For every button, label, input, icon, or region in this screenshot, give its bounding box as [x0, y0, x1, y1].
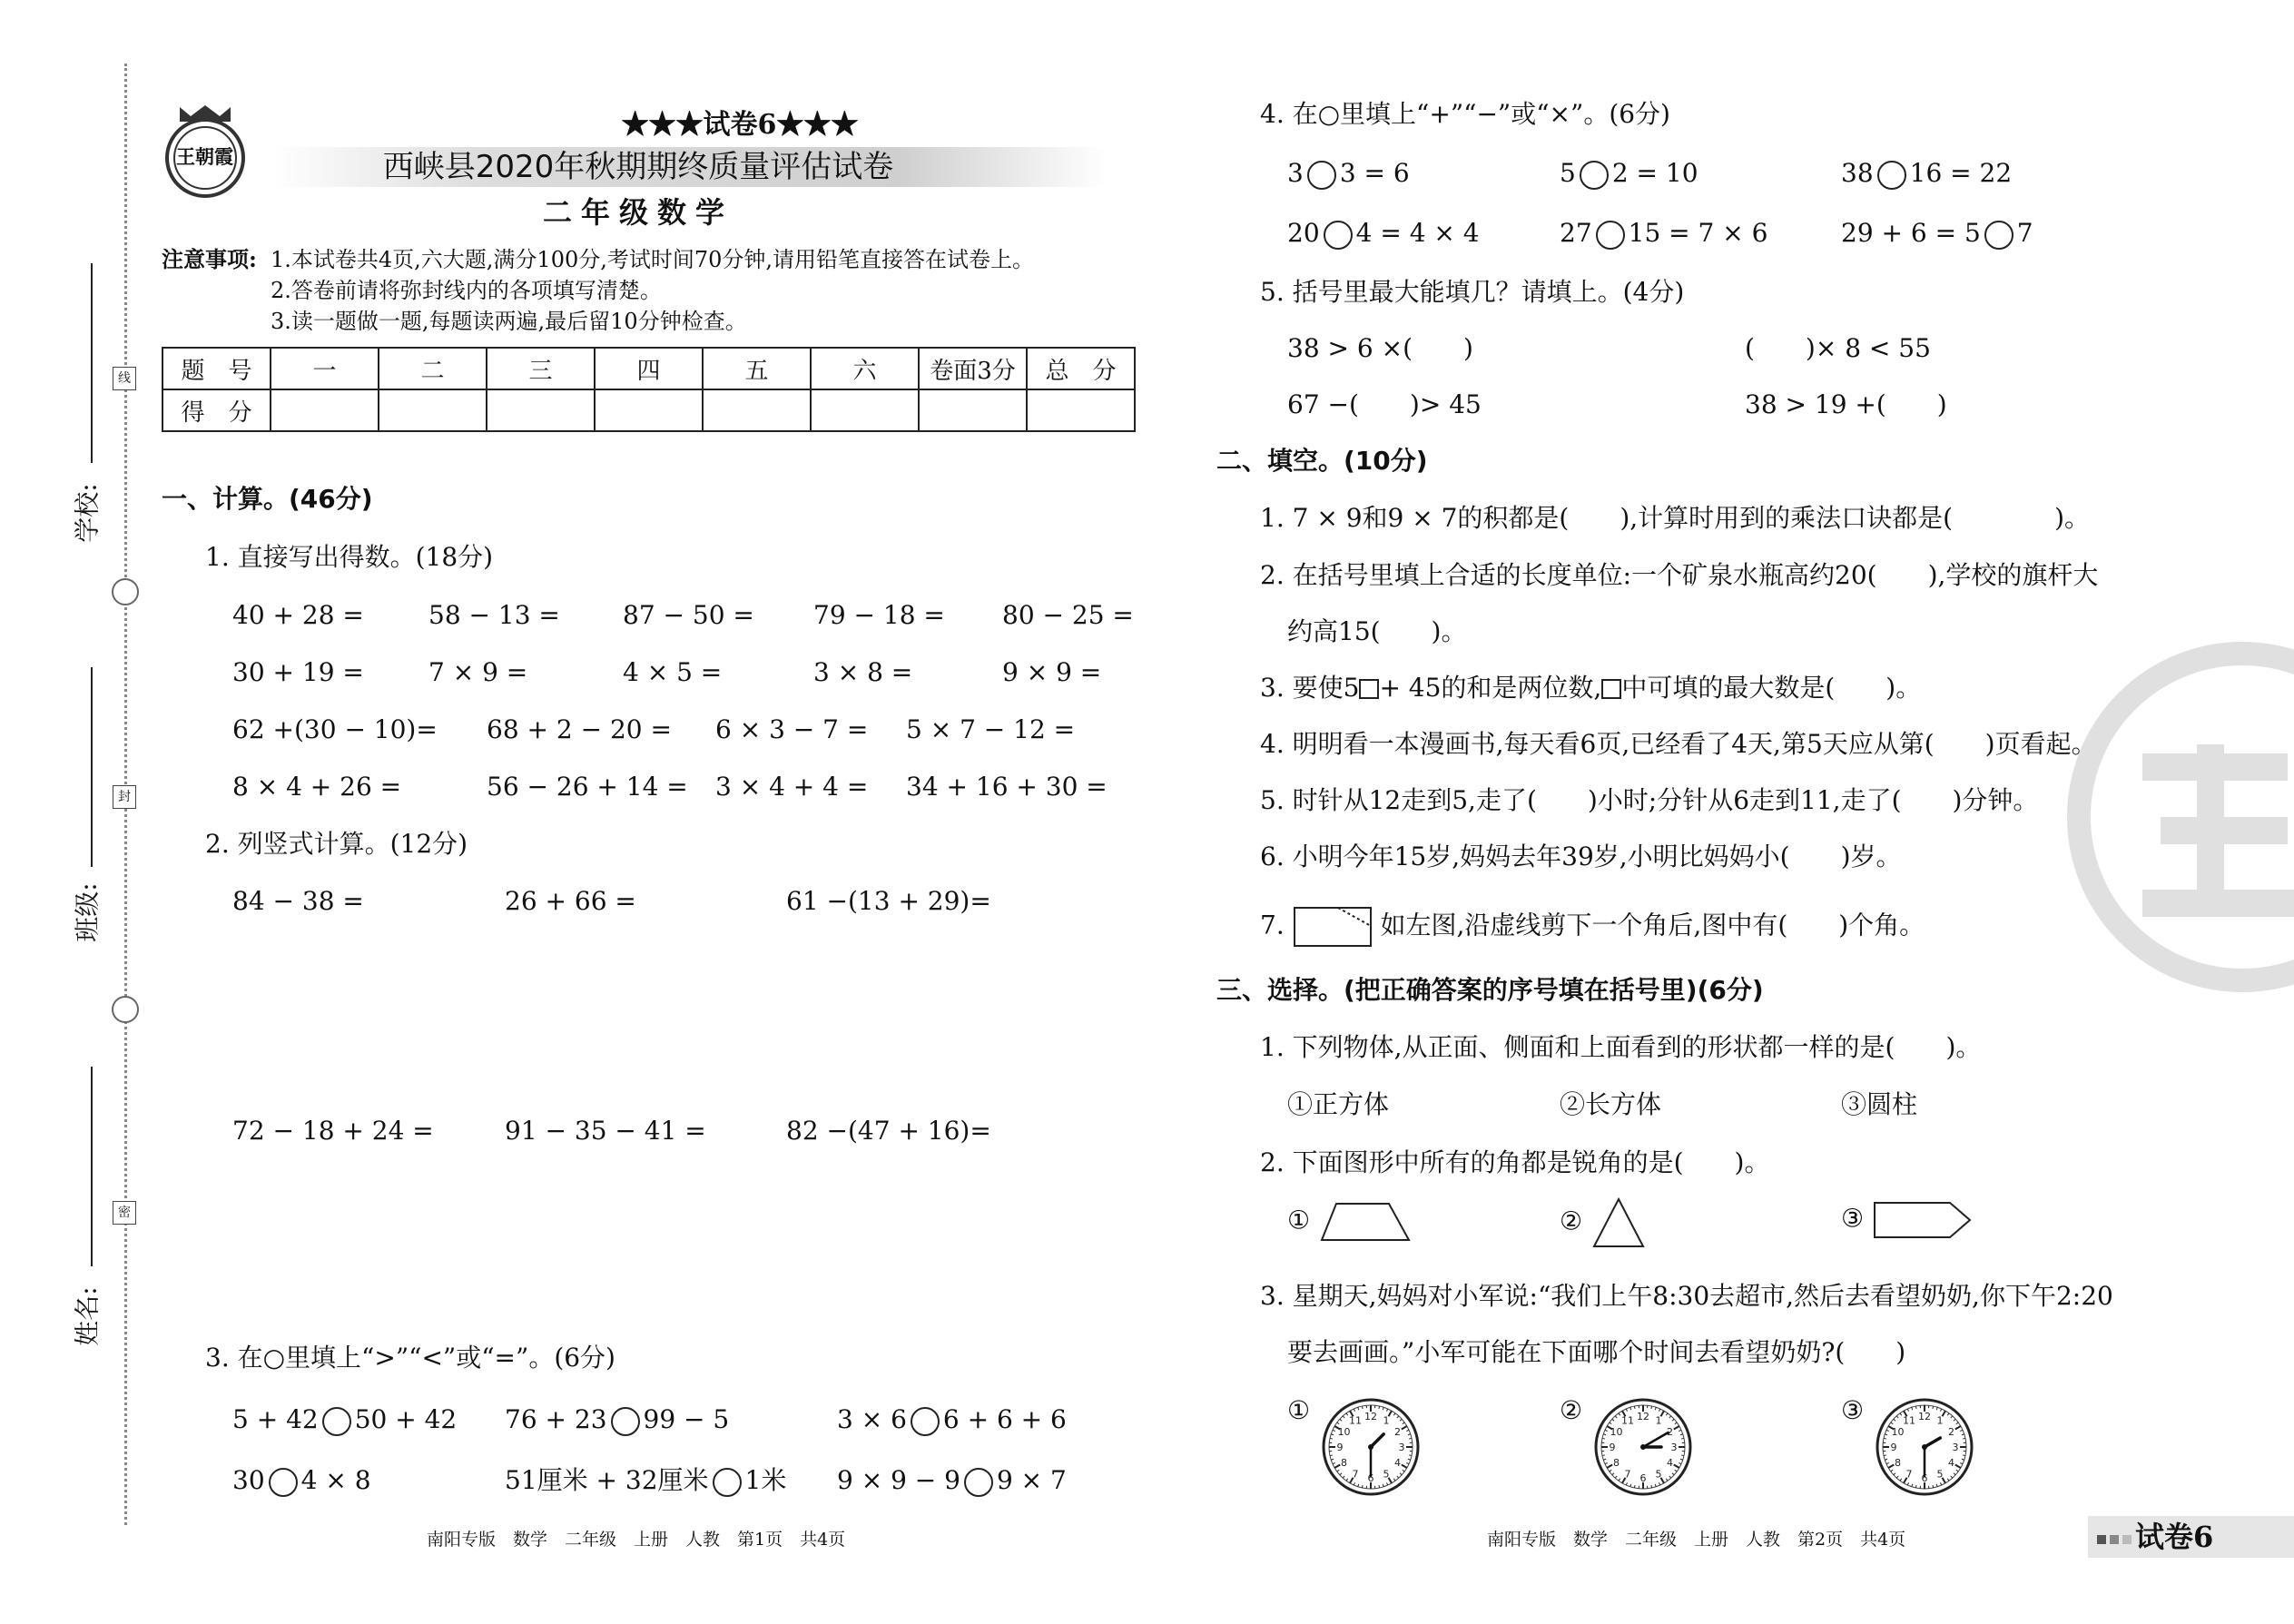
clock-number: 9 [1609, 1442, 1616, 1453]
max-fill-item[interactable]: ( )× 8 < 55 [1745, 333, 1931, 363]
clock-tick [1681, 1438, 1684, 1439]
max-fill-item[interactable]: 38 > 19 +( ) [1745, 389, 1947, 419]
answer-circle[interactable] [1877, 161, 1906, 190]
footer-squares-icon [2097, 1530, 2132, 1548]
clock-face-icon [1590, 1394, 1696, 1500]
operator-right: 4 = 4 × 4 [1355, 218, 1480, 248]
clock-number: 6 [1921, 1472, 1928, 1484]
option-number: ② [1560, 1206, 1583, 1236]
right-page-footer: 南阳专版 数学 二年级 上册 人教 第2页 共4页 [1487, 1530, 1906, 1550]
clock-tick [1362, 1406, 1363, 1409]
clock-face-icon [1318, 1394, 1423, 1500]
score-header-cell: 一 [271, 348, 379, 389]
clock-tick [1884, 1455, 1886, 1456]
clock-number: 7 [1905, 1468, 1913, 1481]
fill-7-number: 7. [1260, 910, 1285, 940]
calc-item[interactable]: 3 × 8 = [813, 657, 913, 687]
clock-tick [1933, 1485, 1934, 1488]
fill-3-part-a: 3. 要使5 [1260, 673, 1360, 703]
score-cell[interactable] [703, 389, 811, 431]
clock-number: 8 [1895, 1457, 1902, 1469]
clock-number: 6 [1367, 1472, 1374, 1484]
calc-item[interactable]: 80 − 25 = [1002, 600, 1134, 630]
compare-left: 3 × 6 [837, 1404, 907, 1434]
secret-watermark [2061, 635, 2294, 999]
fill-item-2-cont[interactable]: 约高15( )。 [1287, 616, 1467, 646]
compare-item[interactable] [505, 1464, 786, 1497]
choice-q3-line-2: 要去画画。”小军可能在下面哪个时间去看望奶奶?( ) [1287, 1337, 1906, 1367]
vertical-calc-item[interactable]: 26 + 66 = [505, 886, 636, 916]
operator-left: 3 [1287, 158, 1304, 188]
vertical-calc-item[interactable]: 82 −(47 + 16)= [786, 1116, 991, 1146]
answer-circle[interactable] [911, 1407, 940, 1436]
operator-item[interactable] [1560, 157, 1698, 190]
compare-item[interactable] [232, 1464, 371, 1497]
answer-circle[interactable] [322, 1407, 351, 1436]
q5-heading: 5. 括号里最大能填几？请填上。(4分) [1260, 277, 1685, 307]
section-1-heading: 一、计算。(46分) [162, 484, 373, 514]
compare-right: 1米 [744, 1465, 787, 1495]
score-header-cell: 六 [811, 348, 919, 389]
clock-number: 4 [1393, 1457, 1401, 1469]
fill-item-4[interactable]: 4. 明明看一本漫画书,每天看6页,已经看了4天,第5天应从第( )页看起。 [1260, 729, 2097, 759]
section-3-heading: 三、选择。(把正确答案的序号填在括号里)(6分) [1216, 975, 1764, 1005]
operator-left: 5 [1560, 158, 1576, 188]
answer-circle[interactable] [611, 1407, 640, 1436]
score-cell[interactable] [811, 389, 919, 431]
clock-number: 9 [1336, 1442, 1344, 1453]
clock-tick [1915, 1485, 1916, 1488]
clock-tick [1409, 1438, 1412, 1439]
q1-heading: 1. 直接写出得数。(18分) [205, 542, 494, 572]
calc-item[interactable]: 87 − 50 = [623, 600, 754, 630]
logo-text: 王朝霞 [176, 145, 233, 168]
choice-q1-option[interactable]: ②长方体 [1560, 1089, 1662, 1119]
clock-number: 3 [1398, 1442, 1405, 1453]
clock-tick [1379, 1406, 1380, 1409]
clock-number: 1 [1383, 1414, 1390, 1427]
q4-heading: 4. 在○里填上“+”“−”或“×”。(6分) [1260, 99, 1670, 129]
score-cell[interactable] [595, 389, 703, 431]
operator-item[interactable] [1287, 157, 1410, 190]
clock-number: 5 [1936, 1468, 1944, 1481]
clock-tick [1330, 1438, 1333, 1439]
seal-mark-feng: 封 [113, 785, 136, 809]
score-cell[interactable] [919, 389, 1027, 431]
operator-right: 2 = 10 [1611, 158, 1698, 188]
fill-item-1[interactable]: 1. 7 × 9和9 × 7的积都是( ),计算时用到的乘法口诀都是( )。 [1260, 503, 2090, 533]
paper-tag: ★★★试卷6★★★ [621, 109, 859, 141]
clock-number: 4 [1947, 1457, 1954, 1469]
clock-number: 4 [1666, 1457, 1673, 1469]
clock-tick [1362, 1485, 1363, 1488]
notice-line-3: 3.读一题做一题,每题读两遍,最后留10分钟检查。 [271, 309, 747, 334]
exam-subtitle: 二年级数学 [542, 195, 733, 230]
clock-tick [1379, 1485, 1380, 1488]
clock-number: 12 [1637, 1411, 1650, 1422]
calc-item[interactable]: 8 × 4 + 26 = [232, 772, 402, 802]
calc-item[interactable]: 68 + 2 − 20 = [487, 714, 672, 744]
score-table-header-row [162, 348, 1135, 389]
clock-tick [1963, 1438, 1965, 1439]
operator-item[interactable] [1560, 217, 1767, 250]
operator-right: 15 = 7 × 6 [1628, 218, 1768, 248]
operator-left: 38 [1841, 158, 1874, 188]
clock-tick [1933, 1406, 1934, 1409]
clock-option-1[interactable] [1287, 1394, 1423, 1500]
max-fill-item[interactable]: 38 > 6 ×( ) [1287, 333, 1473, 363]
fill-item-2[interactable]: 2. 在括号里填上合适的长度单位:一个矿泉水瓶高约20( ),学校的旗杆大 [1260, 560, 2099, 590]
clock-number: 1 [1936, 1414, 1944, 1427]
pentagon-arrow-shape-icon [1872, 1200, 1974, 1240]
clock-number: 11 [1903, 1414, 1916, 1427]
answer-circle[interactable] [1984, 221, 2013, 250]
vertical-calc-item[interactable]: 61 −(13 + 29)= [786, 886, 991, 916]
q2-heading: 2. 列竖式计算。(12分) [205, 829, 468, 859]
operator-item[interactable] [1841, 217, 2033, 250]
answer-circle[interactable] [1307, 161, 1336, 190]
compare-left: 51厘米 + 32厘米 [505, 1465, 709, 1495]
compare-item[interactable] [232, 1403, 457, 1436]
fill-item-6[interactable]: 6. 小明今年15岁,妈妈去年39岁,小明比妈妈小( )岁。 [1260, 842, 1902, 871]
answer-circle[interactable] [1580, 161, 1609, 190]
clock-tick [1915, 1406, 1916, 1409]
clock-center [1922, 1444, 1927, 1450]
operator-left: 27 [1560, 218, 1592, 248]
score-table-score-row [162, 389, 1135, 431]
score-header-cell: 五 [703, 348, 811, 389]
clock-number: 11 [1621, 1414, 1635, 1427]
operator-right: 16 = 22 [1909, 158, 2013, 188]
clock-tick [1681, 1455, 1684, 1456]
score-row-label: 得 分 [162, 389, 271, 431]
choice-q2-option-triangle[interactable] [1560, 1196, 1647, 1249]
option-number: ② [1560, 1395, 1583, 1425]
clock-tick [1651, 1485, 1652, 1488]
calc-item[interactable]: 7 × 9 = [428, 657, 528, 687]
compare-left: 76 + 23 [505, 1404, 607, 1434]
clock-number: 9 [1890, 1442, 1897, 1453]
calc-item[interactable]: 6 × 3 − 7 = [715, 714, 869, 744]
clock-number: 3 [1952, 1442, 1959, 1453]
notice-line-2: 2.答卷前请将弥封线内的各项填写清楚。 [271, 278, 662, 303]
operator-item[interactable] [1841, 157, 2012, 190]
clock-option-3[interactable] [1841, 1394, 1977, 1500]
clock-tick [1963, 1455, 1965, 1456]
calc-item[interactable]: 34 + 16 + 30 = [906, 772, 1108, 802]
school-label: 学校: [72, 483, 103, 543]
clock-tick [1409, 1455, 1412, 1456]
operator-left: 29 + 6 = 5 [1841, 218, 1981, 248]
clock-number: 7 [1352, 1468, 1359, 1481]
clock-number: 6 [1639, 1472, 1647, 1484]
max-fill-item[interactable]: 67 −( )> 45 [1287, 389, 1482, 419]
calc-item[interactable]: 4 × 5 = [623, 657, 723, 687]
clock-number: 3 [1670, 1442, 1678, 1453]
vertical-calc-item[interactable]: 72 − 18 + 24 = [232, 1116, 434, 1146]
score-header-cell: 二 [379, 348, 487, 389]
compare-right: 9 × 7 [996, 1465, 1067, 1495]
compare-right: 4 × 8 [300, 1465, 371, 1495]
clock-number: 12 [1918, 1411, 1932, 1422]
answer-circle[interactable] [1324, 221, 1353, 250]
score-cell[interactable] [379, 389, 487, 431]
answer-circle[interactable] [713, 1468, 742, 1497]
clock-face-icon [1872, 1394, 1977, 1500]
trapezoid-shape-icon [1318, 1200, 1413, 1244]
compare-right: 99 − 5 [643, 1404, 730, 1434]
operator-right: 3 = 6 [1339, 158, 1410, 188]
choice-q1-option[interactable]: ①正方体 [1287, 1089, 1390, 1119]
notice-line-1: 1.本试卷共4页,六大题,满分100分,考试时间70分钟,请用铅笔直接答在试卷上。 [271, 247, 1035, 272]
seal-circle-1 [112, 578, 139, 605]
clock-tick [1634, 1485, 1635, 1488]
clock-tick [1651, 1406, 1652, 1409]
calc-item[interactable]: 9 × 9 = [1002, 657, 1102, 687]
clock-tick [1602, 1455, 1605, 1456]
clock-number: 5 [1383, 1468, 1390, 1481]
calc-item[interactable]: 3 × 4 + 4 = [715, 772, 869, 802]
seal-mark-mi: 密 [113, 1201, 136, 1225]
clock-tick [1330, 1455, 1333, 1456]
compare-item[interactable] [837, 1464, 1067, 1497]
choice-q1: 1. 下列物体,从正面、侧面和上面看到的形状都一样的是( )。 [1260, 1032, 1982, 1062]
seal-circle-2 [112, 996, 139, 1023]
name-label: 姓名: [72, 1286, 103, 1346]
score-header-cell: 三 [487, 348, 595, 389]
exam-title: 西峡县2020年秋期期终质量评估试卷 [382, 149, 894, 185]
compare-item[interactable] [837, 1403, 1067, 1436]
blank-square[interactable] [1359, 679, 1379, 699]
operator-right: 7 [2016, 218, 2033, 248]
operator-item[interactable] [1287, 217, 1480, 250]
vertical-calc-item[interactable]: 91 − 35 − 41 = [505, 1116, 706, 1146]
calc-item[interactable]: 62 +(30 − 10)= [232, 714, 438, 744]
compare-right: 6 + 6 + 6 [942, 1404, 1067, 1434]
fill-item-3[interactable] [1260, 672, 1921, 704]
clock-number: 11 [1349, 1414, 1363, 1427]
choice-q2: 2. 下面图形中所有的角都是锐角的是( )。 [1260, 1147, 1770, 1177]
choice-q1-option[interactable]: ③圆柱 [1841, 1089, 1918, 1119]
clock-tick [1884, 1438, 1886, 1439]
blank-square[interactable] [1601, 679, 1621, 699]
clock-number: 10 [1337, 1426, 1351, 1438]
answer-circle[interactable] [1596, 221, 1625, 250]
answer-circle[interactable] [269, 1468, 298, 1497]
class-label: 班级: [72, 882, 103, 942]
operator-left: 20 [1287, 218, 1320, 248]
fill-item-7[interactable] [1260, 906, 1925, 948]
notice-label: 注意事项: [162, 246, 257, 272]
option-number: ③ [1841, 1395, 1865, 1425]
score-cell[interactable] [487, 389, 595, 431]
option-number: ① [1287, 1395, 1311, 1425]
clock-number: 2 [1393, 1426, 1401, 1438]
clock-number: 2 [1666, 1426, 1673, 1438]
score-header-cell: 卷面3分 [919, 348, 1027, 389]
choice-q3-line-1: 3. 星期天,妈妈对小军说:“我们上午8:30去超市,然后去看望奶奶,你下午2:20 [1260, 1281, 2113, 1311]
rectangle-cut-figure-icon [1293, 906, 1373, 948]
name-blank-line[interactable] [91, 1067, 93, 1266]
score-header-cell: 题 号 [162, 348, 271, 389]
fill-7-text: 如左图,沿虚线剪下一个角后,图中有( )个角。 [1380, 910, 1925, 940]
compare-left: 5 + 42 [232, 1404, 319, 1434]
clock-number: 12 [1364, 1411, 1378, 1422]
clock-number: 8 [1613, 1457, 1620, 1469]
clock-tick [1634, 1406, 1635, 1409]
fill-3-part-b: + 45的和是两位数, [1379, 673, 1602, 703]
clock-center [1640, 1444, 1646, 1450]
compare-item[interactable] [505, 1403, 729, 1436]
section-2-heading: 二、填空。(10分) [1216, 446, 1428, 476]
clock-number: 1 [1655, 1414, 1662, 1427]
compare-left: 9 × 9 − 9 [837, 1465, 960, 1495]
vertical-calc-item[interactable]: 84 − 38 = [232, 886, 364, 916]
clock-number: 10 [1610, 1426, 1623, 1438]
footer-paper-tag: 试卷6 [2135, 1520, 2214, 1554]
calc-item[interactable]: 40 + 28 = [232, 600, 364, 630]
answer-circle[interactable] [964, 1468, 993, 1497]
compare-right: 50 + 42 [354, 1404, 458, 1434]
q3-heading: 3. 在○里填上“>”“<”或“=”。(6分) [205, 1343, 615, 1373]
clock-number: 5 [1655, 1468, 1662, 1481]
triangle-shape-icon [1590, 1196, 1647, 1249]
calc-item[interactable]: 56 − 26 + 14 = [487, 772, 688, 802]
seal-mark-xian: 线 [113, 367, 136, 390]
compare-left: 30 [232, 1465, 265, 1495]
score-cell[interactable] [271, 389, 379, 431]
calc-item[interactable]: 5 × 7 − 12 = [906, 714, 1076, 744]
class-blank-line[interactable] [91, 667, 93, 867]
score-cell[interactable] [1027, 389, 1135, 431]
option-number: ① [1287, 1205, 1311, 1235]
school-blank-line[interactable] [91, 263, 93, 463]
calc-item[interactable]: 79 − 18 = [813, 600, 945, 630]
clock-number: 8 [1341, 1457, 1348, 1469]
choice-q2-option-trapezoid[interactable] [1287, 1200, 1413, 1244]
clock-option-2[interactable] [1560, 1394, 1696, 1500]
calc-item[interactable]: 58 − 13 = [428, 600, 560, 630]
secret-stamp-icon [2061, 635, 2294, 999]
clock-tick [1602, 1438, 1605, 1439]
choice-q2-option-pentagon[interactable] [1841, 1200, 1974, 1240]
clock-number: 2 [1947, 1426, 1954, 1438]
score-header-cell: 总 分 [1027, 348, 1135, 389]
option-number: ③ [1841, 1203, 1865, 1234]
left-page-footer: 南阳专版 数学 二年级 上册 人教 第1页 共4页 [427, 1530, 846, 1550]
score-table [162, 347, 1136, 432]
clock-number: 10 [1891, 1426, 1905, 1438]
clock-number: 7 [1624, 1468, 1631, 1481]
fill-item-5[interactable]: 5. 时针从12走到5,走了( )小时;分针从6走到11,走了( )分钟。 [1260, 785, 2039, 815]
fill-3-part-c: 中可填的最大数是( )。 [1621, 673, 1922, 703]
score-header-cell: 四 [595, 348, 703, 389]
clock-center [1368, 1444, 1373, 1450]
calc-item[interactable]: 30 + 19 = [232, 657, 364, 687]
